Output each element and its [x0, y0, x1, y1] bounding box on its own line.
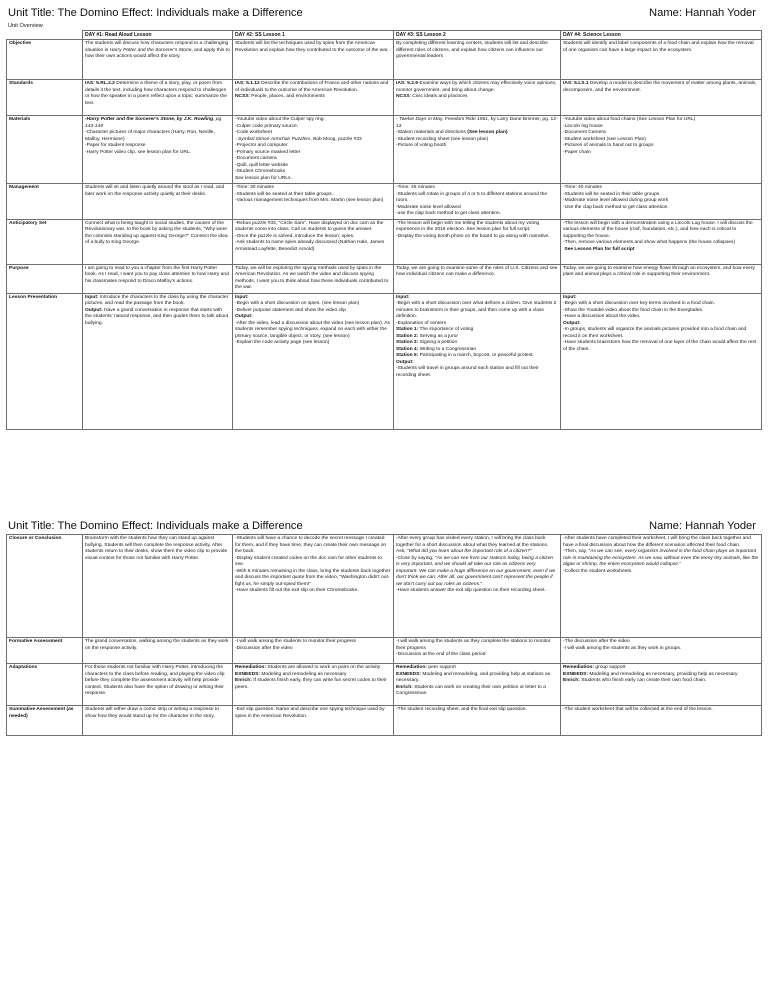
row-label: Materials: [7, 116, 83, 184]
cell-text: (See lesson plan): [467, 130, 508, 136]
author-name: Name: Hannah Yoder: [649, 520, 756, 532]
cell-text: -The student worksheet that will be collected at the end of the lesson.: [563, 707, 713, 712]
cell-text: Enrich:: [235, 678, 252, 684]
cell-text: -Time: 40 minutes -Students will be seated in their table groups. -Moderate noise level allowed during group work -Use the clap back method to get class attention.: [563, 185, 669, 210]
cell-text: -Youtube video about food chains (See Lesson Plan for URL) -Lincoln log house -Document Camera -Student worksheet (see Lesson Plan) -Pictures of animals to hand out to groups -Paper chain: [563, 117, 696, 155]
cell-text: -In groups, students will organize the animals pictures provided into a food chain and record it on their worksheet. -Have students brainstorm how the removal of one layer of the chain would affect the rest of the chain.: [563, 327, 757, 352]
lesson-cell-day-3: [394, 40, 561, 80]
cell-text: Modeling and remodeling as necessary, providing help as necessary: [589, 671, 738, 677]
cell-text: Station 5:: [396, 353, 419, 359]
lesson-cell-day-3: [394, 293, 561, 429]
cell-text: Writing to a Congressman: [419, 346, 477, 352]
cell-text: -The student recording sheet, and the final exit slip question.: [396, 707, 527, 712]
cell-text: " -Have students answer the exit slip question on their recording sheet.: [396, 581, 546, 594]
cell-text: IAS: 5.LS.1: [563, 81, 589, 86]
row-label: Lesson Presentation: [7, 293, 83, 429]
cell-text: Remediation:: [396, 665, 427, 670]
cell-text: Output:: [85, 307, 103, 313]
cell-text: EXNEEDS:: [396, 671, 422, 677]
row-label: Purpose: [7, 264, 83, 293]
lesson-cell-day-1: [83, 264, 233, 293]
row-materials: [7, 116, 762, 184]
cell-text: IAS: 5.2.9: [396, 81, 419, 86]
cell-text: If students finish early, they can write fun secret codes to their peers.: [235, 678, 388, 690]
corner-cell: [7, 31, 83, 40]
lesson-cell-day-1: [83, 638, 233, 664]
cell-text: -Rebus puzzle #33, "Circle Sam". Have displayed on doc cam as the students come into class. Call on students to guess the answer. -Once the puzzle is solved, introduce the lesson; spies. -Ask students to name spies already discussed (Nathan Hale, James Armistead Layfette, Benedict Arnold): [235, 220, 385, 252]
lesson-cell-day-3: [394, 264, 561, 293]
cell-text: Input:: [85, 294, 99, 300]
column-header: DAY #1: Read Aloud Lesson: [83, 31, 233, 40]
cell-text: Station 4:: [396, 346, 419, 352]
cell-text: " -Close by saying, ": [396, 549, 532, 561]
lesson-cell-day-4: [561, 184, 762, 220]
cell-text: -After students have completed their worksheet, I will bring the class back together and have a final discussion about how the different scenarios affected their food chain. -Then, say, ": [563, 536, 751, 555]
cell-text: Remediation:: [235, 665, 266, 670]
cell-text: As we can see from our stations today, being a citizen is very important, and we should all take our role as citizens very important. We can make a huge difference on our government, even if we don't think we can. After all, our government can't represent the people if we don't carry out our roles as citizens.: [396, 555, 557, 587]
cell-text: -Youtube video about the Culper spy ring: -Culper code primary source: -Code worksheet: [235, 117, 325, 136]
cell-text: Harry Potter and the Sorcerer's Stone: [109, 47, 192, 53]
cell-text: -Begin with a short discussion over key terms involved in a food chain. -Show the Youtube video about the food chain in the Everglades. -Have a discussion about the video.: [563, 301, 715, 320]
lesson-plan-table: [6, 30, 762, 430]
cell-text: Examine ways by which citizens may effectively voice opinions, monitor government, and bring about change.: [396, 81, 557, 93]
row-closure: [7, 535, 762, 638]
cell-text: -Begin with a short discussion over what defines a citizen. Give students 2 minutes to brainstorm in their groups, and then come up with a class definition. -Explanation of centers: [396, 301, 557, 326]
row-label: Standards: [7, 80, 83, 116]
cell-text: Today, we are going to examine some of the roles of U.S. Citizens and see how individual citizens can make a difference.: [396, 265, 559, 278]
lesson-cell-day-1: [83, 535, 233, 638]
cell-text: Brainstorm with the students how they can stand up against bullying. Students will then complete the response activity. After students return to their desks, show them the video clip to provide visual context for those not familiar with Harry Potter.: [85, 536, 229, 561]
cell-text: Students are allowed to work on pairs on the activity: [267, 665, 381, 670]
cell-text: IAS: 5.RL.2.2: [85, 81, 115, 86]
row-anticipatory-set: [7, 219, 762, 264]
lesson-plan-table: [6, 534, 762, 736]
lesson-cell-day-1: [83, 116, 233, 184]
cell-text: Connect what is being taught in social studies, the causes of the Revolutionary war, to the book by asking the students, "Why were the colonists standing up against King George?" Connect the idea of a bully to King George.: [85, 220, 229, 246]
lesson-cell-day-2: [233, 706, 394, 736]
row-lesson-presentation: [7, 293, 762, 429]
row-label: Summative Assessment (as needed): [7, 706, 83, 736]
lesson-cell-day-2: [233, 293, 394, 429]
cell-text: EXNEEDS:: [235, 671, 261, 677]
unit-title: Unit Title: The Domino Effect: Individuals make a Difference: [8, 7, 303, 19]
cell-text: See Lesson Plan for full script: [563, 246, 635, 252]
cell-text: , and apply this to how their own actions would affect the story.: [85, 47, 232, 60]
cell-text: Students will sit and listen quietly around the stool as I read, and later work on the response activity quietly at their desks.: [85, 185, 226, 197]
lesson-cell-day-1: [83, 293, 233, 429]
row-label: Management: [7, 184, 83, 220]
lesson-cell-day-1: [83, 40, 233, 80]
row-objective: [7, 40, 762, 80]
lesson-cell-day-2: [233, 664, 394, 706]
row-label: Objective: [7, 40, 83, 80]
unit-overview-label: Unit Overview: [8, 23, 43, 29]
cell-text: -The discussion after the video -I will walk among the students as they work in groups.: [563, 639, 682, 651]
cell-text: -I will walk among the students to monitor their progress -Discussion after the video: [235, 639, 356, 651]
lesson-cell-day-2: [233, 40, 394, 80]
cell-text: NCSS: [396, 94, 410, 100]
cell-text: I am going to read to you a chapter from the first Harry Potter book. As I read, I want you to pay close attention to how Harry and his classmates respond to Draco Malfoy's actions.: [85, 265, 231, 284]
lesson-cell-day-2: [233, 264, 394, 293]
cell-text: For those students not familiar with Harry Potter, introducing the characters to the class before reading, and playing the video clip before they complete the assessment activity will help provide context. Students also have the option of drawing or writing their response.: [85, 665, 226, 697]
row-adaptations: [7, 664, 762, 706]
cell-text: - Symbol Simon Armchair Puzzlers: [235, 136, 311, 142]
cell-text: Enrich:: [396, 684, 413, 690]
cell-text: Input:: [396, 294, 410, 300]
unit-title: Unit Title: The Domino Effect: Individuals make a Difference: [8, 520, 303, 532]
cell-text: -Character pictures of major characters (Harry, Ron, Neville, Malfoy, Hermione) -Paper for student response -Harry Potter video clip, see lesson plan for URL.: [85, 130, 215, 155]
cell-text: , by Larry Dane Brimner, pg. 12-13 -Station materials and directions: [396, 117, 558, 136]
cell-text: -The lesson will begin with a demonstration using a Lincoln Log house. I will discuss the various elements of the house (roof, foundation, etc.), and how each is critical to supporting the house. -Then, remove various elements and show what happens (the house collapses): [563, 220, 753, 246]
cell-text: -: [396, 117, 399, 122]
lesson-cell-day-3: [394, 535, 561, 638]
page-section-1: [0, 0, 768, 490]
column-header: DAY #2: SS Lesson 1: [233, 31, 394, 40]
lesson-cell-day-4: [561, 116, 762, 184]
cell-text: -The lesson will begin with me telling the students about my voting experience in the 2016 election. See lesson plan for full script. -Display the voting booth photo on the board to go along with narrative.: [396, 220, 550, 239]
cell-text: Signing a petition: [419, 340, 458, 346]
cell-text: Develop a model to describe the movement of matter among plants, animals, decomposers, and the environment.: [563, 81, 758, 93]
lesson-cell-day-4: [561, 264, 762, 293]
lesson-cell-day-4: [561, 535, 762, 638]
cell-text: , pg. 143-149: [85, 117, 224, 129]
lesson-cell-day-3: [394, 706, 561, 736]
cell-text: The grand conversation, walking among the students as they work on the response activity.: [85, 639, 230, 651]
cell-text: Introduce the characters to the class by using the character pictures, and read the passage from the book.: [85, 294, 229, 307]
lesson-cell-day-2: [233, 80, 394, 116]
cell-text: Enrich:: [563, 678, 580, 684]
cell-text: Describe the contributions of France and other nations and of individuals to the outcome of the American Revolution.: [235, 81, 389, 93]
cell-text: -Time: 30 minutes -Students will be seated at their table groups. -Various management techniques from Mrs. Martin (see lesson plan): [235, 185, 384, 204]
cell-text: Twelve Days in May, Freedom Ride 1961: [399, 117, 488, 122]
row-label: Closure or Conclusion: [7, 535, 83, 638]
lesson-cell-day-4: [561, 664, 762, 706]
cell-text: Students who finish early can create their own food chain.: [579, 678, 707, 684]
cell-text: Students will identify and label components of a food chain and explain how the removal of one organism can have a large impact on the ecosystem.: [563, 41, 755, 53]
column-header-row: [7, 31, 762, 40]
cell-text: -Students will have a chance to decode the secret message I created for them, and if they have time, they can create their own message on the back. -Display student created codes on the doc cam for other students to see. -With 5 minutes remaining in the class, bring the students back together and discuss the important quote from the video, "Washington didn't out-fight us, he simply out-spied them!" -Have students fill out the exit slip on their Chromebooks.: [235, 536, 391, 594]
cell-text: Students will list the techniques used by spies from the American Revolution and explain how they contributed to the outcome of the war.: [235, 41, 389, 53]
lesson-cell-day-3: [394, 219, 561, 264]
cell-text: group support: [595, 665, 626, 670]
lesson-cell-day-2: [233, 638, 394, 664]
lesson-cell-day-4: [561, 80, 762, 116]
cell-text: Output:: [563, 320, 581, 326]
cell-text: The students will discuss how characters respond to a challenging situation in: [85, 41, 230, 53]
cell-text: -I will walk among the students as they complete the stations to monitor their progress -Discussion at the end of the class period: [396, 639, 551, 658]
cell-text: -Student recording sheet (see lesson plan) -Picture of voting booth: [396, 136, 489, 149]
cell-text: Station 3:: [396, 340, 419, 346]
lesson-cell-day-1: [83, 664, 233, 706]
cell-text: Output:: [396, 359, 414, 365]
row-label: Formative Assessment: [7, 638, 83, 664]
row-formative-assessment: [7, 638, 762, 664]
cell-text: Modeling and remodeling as necessary: [261, 671, 347, 677]
lesson-cell-day-2: [233, 116, 394, 184]
cell-text: Modeling and remodeling, and providing help at stations as necessary.: [396, 671, 551, 684]
cell-text: Input:: [563, 294, 577, 300]
cell-text: Determine a theme of a story, play, or poem from details it the text, including how characters respond to challenges or how the speaker in a poem reflect upon a topic; summarize the text.: [85, 81, 229, 106]
cell-text: Participating in a march, boycott, or peaceful protest.: [419, 353, 534, 359]
cell-text: Station 1:: [396, 327, 419, 333]
lesson-cell-day-4: [561, 638, 762, 664]
cell-text: Remediation:: [563, 665, 594, 670]
cell-text: : People, places, and environments: [248, 94, 325, 100]
cell-text: Students will either draw a comic strip or writing a response to show how they would stand up for the character in the story.: [85, 707, 221, 719]
lesson-cell-day-2: [233, 219, 394, 264]
cell-text: Today, we are going to examine how energy flows through an ecosystem, and how every plant and animal plays a critical role in supporting their environment.: [563, 265, 757, 278]
cell-text: Station 2:: [396, 333, 419, 339]
column-header: DAY #4: Science Lesson: [561, 31, 762, 40]
cell-text: -Time: 45 minutes -Students will rotate in groups of 4 or 5 to different stations around the room. -Moderate noise level allowed -use the clap back method to get class attention.: [396, 185, 548, 217]
lesson-cell-day-4: [561, 293, 762, 429]
lesson-cell-day-1: [83, 706, 233, 736]
cell-text: Have a grand conversation in response that starts with the students' natural response, and then guides them to talk about bullying.: [85, 307, 230, 326]
lesson-cell-day-3: [394, 184, 561, 220]
lesson-cell-day-3: [394, 80, 561, 116]
row-label: Adaptations: [7, 664, 83, 706]
lesson-cell-day-1: [83, 184, 233, 220]
lesson-cell-day-1: [83, 80, 233, 116]
cell-text: " -Collect the student worksheets.: [563, 562, 682, 574]
lesson-cell-day-4: [561, 706, 762, 736]
cell-text: peer support: [428, 665, 456, 670]
cell-text: -Students will travel in groups around each station and fill out their recording sheet.: [396, 366, 539, 378]
cell-text: -Harry Potter and the Sorcerer's Stone, by J.K. Rowling: [85, 117, 214, 122]
cell-text: The importance of voting: [419, 327, 474, 333]
cell-text: As we can see, every organism involved in the food chain plays an important role in maintaining the ecosystem. As we saw, without even the teeny tiny animals, like the algae or shrimp, the entire ecosystem would collapse.: [563, 549, 760, 568]
lesson-cell-day-3: [394, 664, 561, 706]
cell-text: NCSS: [235, 94, 249, 100]
cell-text: Serving as a juror: [419, 333, 458, 339]
row-management: [7, 184, 762, 220]
lesson-cell-day-4: [561, 40, 762, 80]
author-name: Name: Hannah Yoder: [649, 7, 756, 19]
row-label: Anticipatory Set: [7, 219, 83, 264]
cell-text: -After the video, lead a discussion about the video (see lesson plan). As students remember spying techniques, expand on each with either the primary source, tangible object, or story. (see lesson) -Explain the code activity page (see lesson): [235, 320, 390, 346]
lesson-cell-day-3: [394, 638, 561, 664]
lesson-cell-day-1: [83, 219, 233, 264]
lesson-cell-day-2: [233, 535, 394, 638]
cell-text: -Begin with a short discussion on spies. (see lesson plan) -Deliver purpose statement and show the video clip: [235, 301, 360, 313]
row-standards: [7, 80, 762, 116]
cell-text: EXNEEDS:: [563, 671, 589, 677]
cell-text: By completing different learning centers, students will list and describe different roles of citizens, and explain how citizens can influence our governmental leaders: [396, 41, 550, 60]
cell-text: What did you learn about the important role of a citizen?: [408, 549, 530, 555]
cell-text: -After every group has visited every station, I will bring the class back together for a short discussion about what they learned at the stations. Ask, ": [396, 536, 550, 555]
column-header: DAY #3: SS Lesson 2: [394, 31, 561, 40]
cell-text: -Exit slip question: Name and describe one spying technique used by spies in the American Revolution.: [235, 707, 386, 719]
cell-text: Today, we will be exploring the spying methods used by spies in the American Revolution. As we watch the video and discuss spying methods, I want you to think about how these individuals contributed to the war.: [235, 265, 390, 291]
cell-text: , Bob Moog, puzzle #33 -Projector and computer -Primary source masked letter -Document camera -Quill, quill letter website -Student Chromebooks See lesson plan for URLs.: [235, 136, 362, 181]
cell-text: Students can work on creating their own petition or letter to a Congressman: [396, 684, 548, 697]
row-summative-assessment: [7, 706, 762, 736]
row-purpose: [7, 264, 762, 293]
lesson-cell-day-3: [394, 116, 561, 184]
lesson-cell-day-4: [561, 219, 762, 264]
cell-text: Input:: [235, 294, 249, 300]
page-section-2: [0, 520, 768, 994]
cell-text: : Civic ideals and practices: [409, 94, 468, 100]
cell-text: Output:: [235, 314, 253, 320]
lesson-cell-day-2: [233, 184, 394, 220]
cell-text: IAS: 5.1.12: [235, 81, 260, 86]
